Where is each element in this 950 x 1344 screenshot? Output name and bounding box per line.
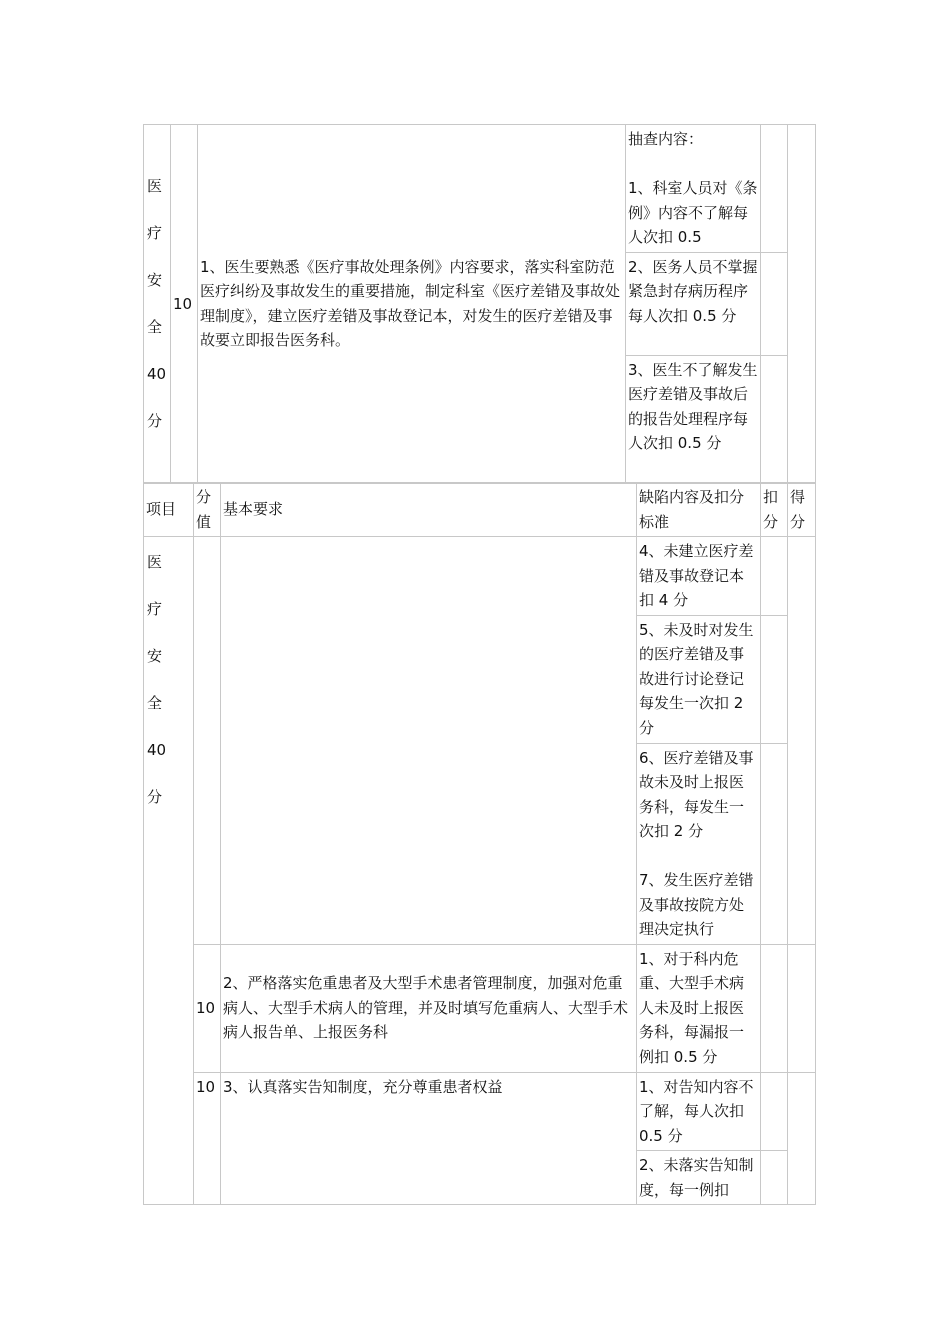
header-defect: 缺陷内容及扣分标准 — [637, 483, 761, 537]
defect-item: 抽查内容： 1、科室人员对《条例》内容不了解每人次扣 0.5 — [626, 125, 761, 253]
header-project: 项目 — [144, 483, 194, 537]
defect-item: 1、对告知内容不了解，每人次扣 0.5 分 — [637, 1072, 761, 1151]
requirement-cell — [221, 537, 637, 945]
defect-item: 2、医务人员不掌握紧急封存病历程序每人次扣 0.5 分 — [626, 252, 761, 355]
score-cell: 10 — [194, 944, 221, 1072]
defect-item: 4、未建立医疗差错及事故登记本扣 4 分 — [637, 537, 761, 616]
requirement-cell: 3、认真落实告知制度，充分尊重患者权益 — [221, 1072, 637, 1205]
got-score-cell[interactable] — [788, 125, 816, 484]
project-char: 疗 — [147, 223, 163, 242]
deduct-cell[interactable] — [761, 1151, 788, 1205]
project-char: 分 — [147, 788, 163, 806]
deduct-cell[interactable] — [761, 1072, 788, 1151]
project-char: 医 — [147, 553, 163, 571]
project-char: 全 — [147, 317, 163, 336]
requirement-cell: 2、严格落实危重患者及大型手术患者管理制度，加强对危重病人、大型手术病人的管理，并及时填写危重病人、大型手术病人报告单、上报医务科 — [221, 944, 637, 1072]
deduct-cell[interactable] — [761, 252, 788, 355]
requirement-cell: 1、医生要熟悉《医疗事故处理条例》内容要求，落实科室防范医疗纠纷及事故发生的重要措施，制定科室《医疗差错及事故处理制度》，建立医疗差错及事故登记本，对发生的医疗差错及事故要立即报告医务科。 — [198, 125, 626, 484]
project-cell — [144, 125, 171, 484]
defect-item: 2、未落实告知制度，每一例扣 — [637, 1151, 761, 1205]
got-score-cell[interactable] — [788, 537, 816, 945]
project-char: 安 — [147, 270, 163, 289]
project-char: 医 — [147, 176, 163, 195]
project-char: 40 — [147, 741, 167, 759]
defect-item: 5、未及时对发生的医疗差错及事故进行讨论登记每发生一次扣 2 分 — [637, 615, 761, 743]
project-cell — [144, 537, 194, 1205]
defect-item: 6、医疗差错及事故未及时上报医务科，每发生一次扣 2 分 7、发生医疗差错及事故按院方处理决定执行 — [637, 743, 761, 944]
deduct-cell[interactable] — [761, 125, 788, 253]
assessment-table-2 — [143, 482, 816, 1205]
deduct-cell[interactable] — [761, 944, 788, 1072]
project-char: 安 — [147, 647, 163, 665]
project-char: 疗 — [147, 600, 163, 618]
deduct-cell[interactable] — [761, 537, 788, 616]
score-cell: 10 — [194, 1072, 221, 1205]
project-char: 40 — [147, 364, 167, 383]
got-score-cell[interactable] — [788, 1072, 816, 1205]
project-char: 全 — [147, 694, 163, 712]
header-requirement: 基本要求 — [221, 483, 637, 537]
assessment-table-1 — [143, 124, 816, 484]
header-row — [144, 483, 816, 537]
defect-item: 3、医生不了解发生医疗差错及事故后的报告处理程序每人次扣 0.5 分 — [626, 355, 761, 483]
header-got: 得分 — [788, 483, 816, 537]
deduct-cell[interactable] — [761, 615, 788, 743]
header-deduct: 扣分 — [761, 483, 788, 537]
project-char: 分 — [147, 411, 163, 430]
deduct-cell[interactable] — [761, 355, 788, 483]
got-score-cell[interactable] — [788, 944, 816, 1072]
header-score: 分值 — [194, 483, 221, 537]
deduct-cell[interactable] — [761, 743, 788, 944]
score-cell: 10 — [171, 125, 198, 484]
defect-item: 1、对于科内危重、大型手术病人未及时上报医务科，每漏报一例扣 0.5 分 — [637, 944, 761, 1072]
score-cell — [194, 537, 221, 945]
